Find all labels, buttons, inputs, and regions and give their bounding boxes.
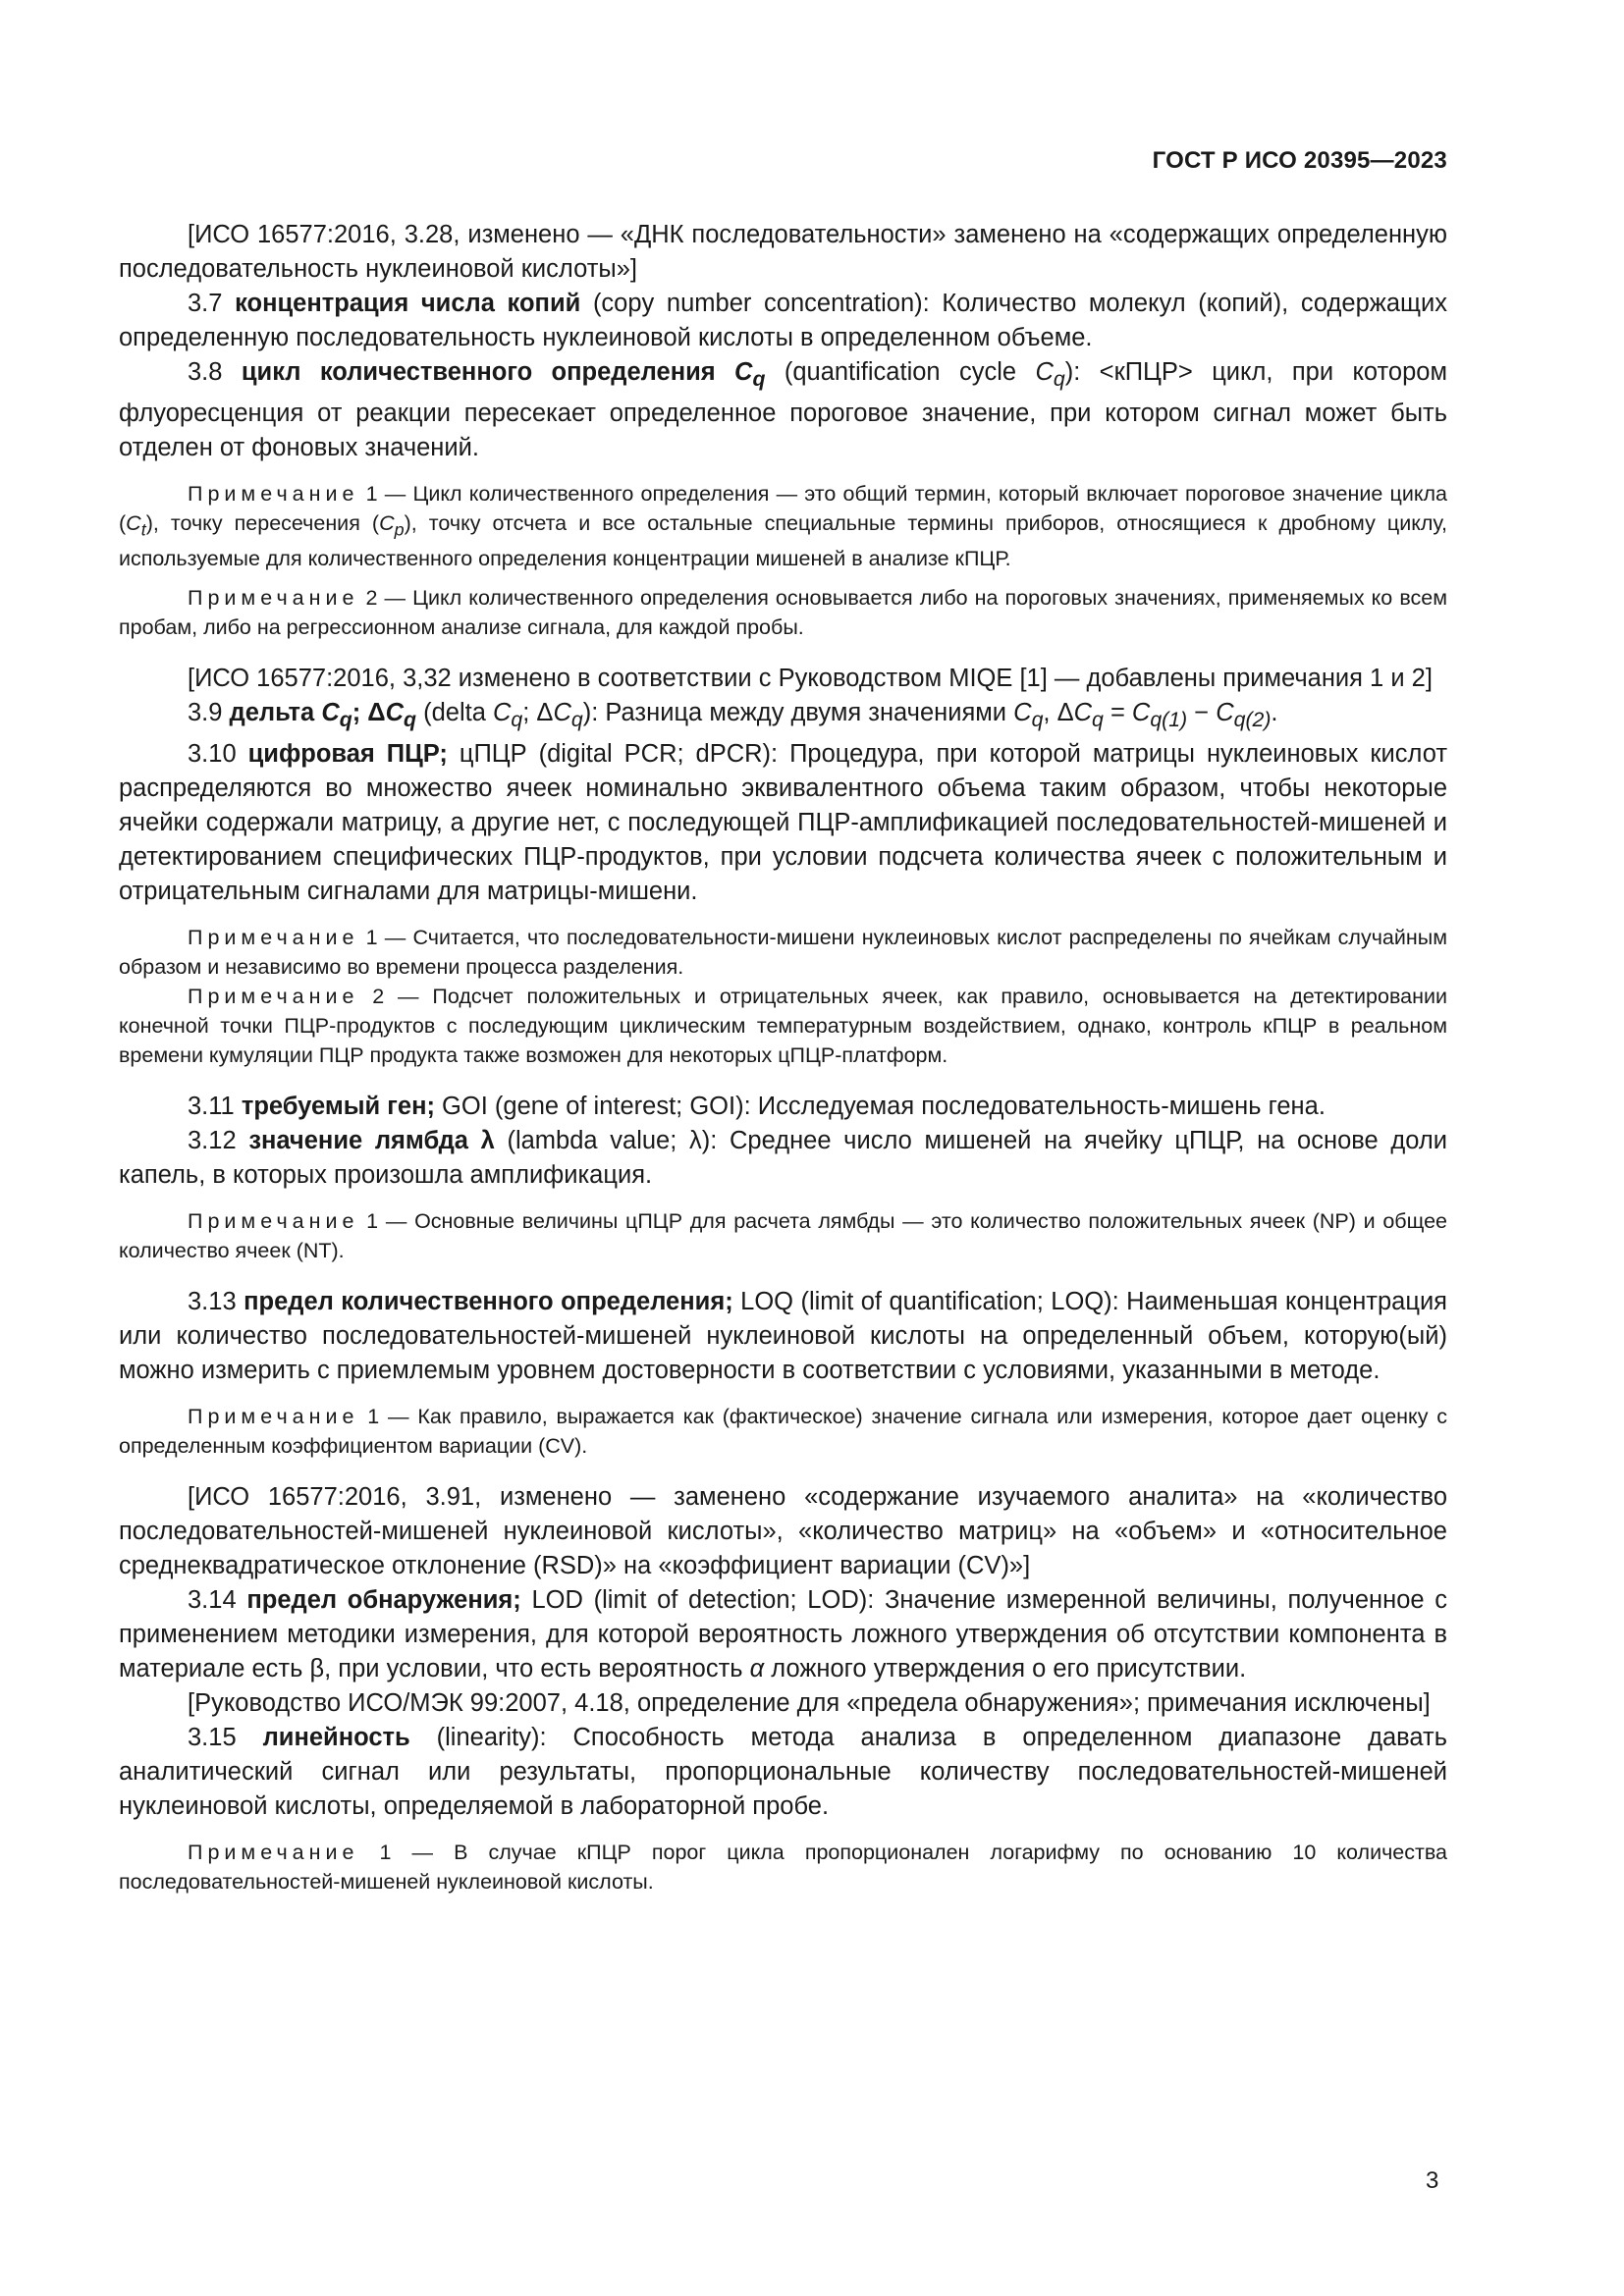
term-3-7: 3.7 концентрация числа копий (copy number concentration): Количество молекул (копий), содержащих определенную последовательность нуклеиновой кислоты в определенном объеме. bbox=[119, 290, 1447, 351]
term-title: требуемый ген; bbox=[241, 1093, 435, 1121]
page-number: 3 bbox=[1426, 2167, 1439, 2194]
note-label: Примечание bbox=[188, 586, 359, 611]
term-3-8: 3.8 цикл количественного определения $C_q$ (quantification cycle $C_q$): <кПЦР> цикл, при котором флуоресценция от реакции пересекает определенное пороговое значение, при котором сигнал может быть отделен от фоновых значений. bbox=[119, 358, 1447, 462]
reference-iso-16577-3-91: [ИСО 16577:2016, 3.91, изменено — заменено «содержание изучаемого аналита» на «количество последовательностей-мишеней нуклеиновой кислоты», «количество матриц» на «объем» и «относительное среднеквадратическое отклонение (RSD)» на «коэффициент вариации (CV)»] bbox=[119, 1483, 1447, 1580]
note-3-8-1: Примечание 1 — Цикл количественного определения — это общий термин, который включает пороговое значение цикла $(C_t)$, точку пересечения $(C_p)$, точку отсчета и все остальные специальные термины приборов, относящиеся к дробному циклу, используемые для количественного определения концентрации мишеней в анализе кПЦР. bbox=[119, 482, 1447, 571]
note-label: Примечание bbox=[188, 1405, 359, 1429]
term-3-12: 3.12 значение лямбда λ (lambda value; λ): Среднее число мишеней на ячейку цПЦР, на основе доли капель, в которых произошла амплификация. bbox=[119, 1127, 1447, 1190]
term-title: предел обнаружения; bbox=[246, 1586, 521, 1615]
note-3-15-1: Примечание 1 — В случае кПЦР порог цикла пропорционален логарифму по основанию 10 количества последовательностей-мишеней нуклеиновой кислоты. bbox=[119, 1841, 1447, 1895]
note-3-13-1: Примечание 1 — Как правило, выражается как (фактическое) значение сигнала или измерения, которое дает оценку с определенным коэффициентом вариации (CV). bbox=[119, 1405, 1447, 1459]
term-title: дельта bbox=[229, 699, 322, 727]
note-3-8-2: Примечание 2 — Цикл количественного определения основывается либо на пороговых значениях, применяемых ко всем пробам, либо на регрессионном анализе сигнала, для каждой пробы. bbox=[119, 586, 1447, 640]
term-3-9: 3.9 дельта $C_q$; $\Delta C_q$ (delta $C_q$; $\Delta C_q$): Разница между двумя значениями $C_q$, $\Delta C_q = C_{q(1)} - C_{q(2)}$. bbox=[188, 699, 1278, 732]
term-title: линейность bbox=[262, 1724, 410, 1752]
note-label: Примечание bbox=[188, 926, 359, 950]
term-title: концентрация числа копий bbox=[235, 290, 581, 317]
note-3-12-1: Примечание 1 — Основные величины цПЦР для расчета лямбды — это количество положительных ячеек (NP) и общее количество ячеек (NT). bbox=[119, 1209, 1447, 1263]
note-3-10-1: Примечание 1 — Считается, что последовательности-мишени нуклеиновых кислот распределены по ячейкам случайным образом и независимо во времени процесса разделения. bbox=[119, 926, 1447, 980]
reference-iso-16577-3-32: [ИСО 16577:2016, 3,32 изменено в соответствии с Руководством MIQE [1] — добавлены примечания 1 и 2] bbox=[188, 665, 1433, 693]
term-3-10: 3.10 цифровая ПЦР; цПЦР (digital PCR; dPCR): Процедура, при которой матрицы нуклеиновых кислот распределяются во множество ячеек номинально эквивалентного объема таким образом, чтобы некоторые ячейки содержали матрицу, а другие нет, с последующей ПЦР-амплификацией последовательностей-мишеней и детектированием специфических ПЦР-продуктов, при условии подсчета количества ячеек с положительным и отрицательным сигналами для матрицы-мишени. bbox=[119, 740, 1447, 906]
term-title: предел количественного определения; bbox=[244, 1288, 733, 1316]
term-3-15: 3.15 линейность (linearity): Способность метода анализа в определенном диапазоне давать аналитический сигнал или результаты, пропорциональные количеству последовательностей-мишеней нуклеиновой кислоты, определяемой в лабораторной пробе. bbox=[119, 1724, 1447, 1821]
term-3-13: 3.13 предел количественного определения; LOQ (limit of quantification; LOQ): Наименьшая концентрация или количество последовательностей-мишеней нуклеиновой кислоты на определенный объем, которую(ый) можно измерить с приемлемым уровнем достоверности в соответствии с условиями, указанными в методе. bbox=[119, 1288, 1447, 1385]
term-title: цикл количественного определения bbox=[241, 358, 735, 386]
term-3-14: 3.14 предел обнаружения; LOD (limit of detection; LOD): Значение измеренной величины, полученное с применением методики измерения, для которой вероятность ложного утверждения об отсутствии компонента в материале есть β, при условии, что есть вероятность α ложного утверждения о его присутствии. bbox=[119, 1586, 1447, 1683]
note-label: Примечание bbox=[188, 1209, 359, 1234]
standard-header: ГОСТ Р ИСО 20395—2023 bbox=[1152, 147, 1447, 174]
term-title: цифровая ПЦР; bbox=[247, 740, 448, 769]
note-3-10-2: Примечание 2 — Подсчет положительных и отрицательных ячеек, как правило, основывается на детектировании конечной точки ПЦР-продуктов с последующим циклическим температурным воздействием, однако, контроль кПЦР в реальном времени кумуляции ПЦР продукта также возможен для некоторых цПЦР-платформ. bbox=[119, 985, 1447, 1068]
term-title: значение лямбда λ bbox=[248, 1127, 495, 1155]
note-label: Примечание bbox=[188, 985, 359, 1009]
term-3-11: 3.11 требуемый ген; GOI (gene of interest; GOI): Исследуемая последовательность-мишень гена. bbox=[188, 1093, 1326, 1121]
reference-iso-iec-99: [Руководство ИСО/МЭК 99:2007, 4.18, определение для «предела обнаружения»; примечания исключены] bbox=[188, 1689, 1431, 1718]
note-label: Примечание bbox=[188, 482, 359, 507]
note-label: Примечание bbox=[188, 1841, 359, 1865]
page-content bbox=[119, 218, 1447, 1896]
reference-iso-16577-3-28: [ИСО 16577:2016, 3.28, изменено — «ДНК последовательности» заменено на «содержащих определенную последовательность нуклеиновой кислоты»] bbox=[119, 221, 1447, 283]
